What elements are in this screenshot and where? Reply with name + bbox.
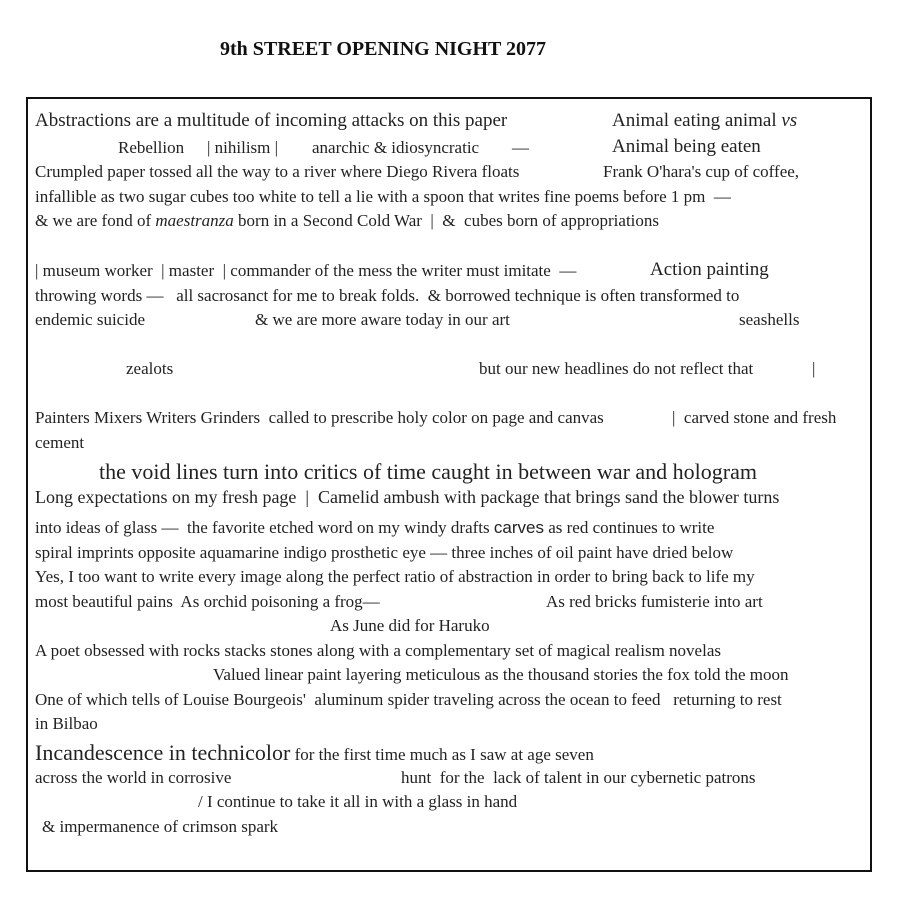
poem-line-8b: & we are more aware today in our art <box>255 310 510 329</box>
poem-line-14: into ideas of glass — the favorite etched word on my windy drafts carves as red continues to write <box>35 518 715 537</box>
poem-line-24b: hunt for the lack of talent in our cybernetic patrons <box>401 768 756 787</box>
poem-line-16: Yes, I too want to write every image along the perfect ratio of abstraction in order to bring back to life my <box>35 567 755 586</box>
poem-line-7: throwing words — all sacrosanct for me to break folds. & borrowed technique is often transformed to <box>35 286 740 305</box>
poem-line-24a: across the world in corrosive <box>35 768 232 787</box>
poem-line-17b: As red bricks fumisterie into art <box>546 592 763 611</box>
poem-line-2c: anarchic & idiosyncratic <box>312 138 480 157</box>
poem-line-2b: | nihilism | <box>207 138 279 157</box>
poem-line-17a: most beautiful pains As orchid poisoning a frog— <box>35 592 380 611</box>
poem-line-1a: Abstractions are a multitude of incoming attacks on this paper <box>35 110 508 131</box>
poem-line-19: A poet obsessed with rocks stacks stones along with a complementary set of magical realism novelas <box>35 641 721 660</box>
poem-line-9c: | <box>812 359 816 378</box>
poem-line-5: & we are fond of maestranza born in a Second Cold War | & cubes born of appropriations <box>35 211 660 230</box>
poem-line-4: infallible as two sugar cubes too white to tell a lie with a spoon that writes fine poems before 1 pm — <box>35 187 731 206</box>
carves-word: carves <box>493 518 544 537</box>
poem-line-11: cement <box>35 433 85 452</box>
poem-line-10a: Painters Mixers Writers Grinders called to prescribe holy color on page and canvas <box>35 408 604 427</box>
poem-line-12: the void lines turn into critics of time caught in between war and hologram <box>99 459 757 484</box>
poem-line-10b: | carved stone and fresh <box>672 408 837 427</box>
incandescence-phrase: Incandescence in technicolor <box>35 740 291 765</box>
poem-line-8c: seashells <box>739 310 800 329</box>
poem-line-2d: — <box>512 138 529 157</box>
poem-line-3b: Frank O'hara's cup of coffee, <box>603 162 800 181</box>
poem-line-13: Long expectations on my fresh page | Camelid ambush with package that brings sand the blower turns <box>35 487 780 507</box>
poem-line-6b: Action painting <box>650 259 769 280</box>
poem-line-2a: Rebellion <box>118 138 185 157</box>
poem-line-25: / I continue to take it all in with a glass in hand <box>198 792 518 811</box>
poem-line-2e: Animal being eaten <box>612 136 761 157</box>
poem-line-6a: | museum worker | master | commander of the mess the writer must imitate — <box>35 261 577 280</box>
page-title: 9th STREET OPENING NIGHT 2077 <box>220 38 547 60</box>
maestranza-italic: maestranza <box>155 211 234 230</box>
poem-line-18: As June did for Haruko <box>330 616 490 635</box>
poem-line-9a: zealots <box>126 359 174 378</box>
poem-line-21: One of which tells of Louise Bourgeois' aluminum spider traveling across the ocean to feed returning to rest <box>35 690 782 709</box>
poem-line-26: & impermanence of crimson spark <box>42 817 279 836</box>
poem-line-9b: but our new headlines do not reflect that <box>479 359 754 378</box>
poem-line-23: Incandescence in technicolor for the first time much as I saw at age seven <box>35 740 594 765</box>
vs-italic: vs <box>781 110 798 131</box>
poem-line-3a: Crumpled paper tossed all the way to a river where Diego Rivera floats <box>35 162 520 181</box>
poem-line-22: in Bilbao <box>35 714 98 733</box>
poem-line-1b: Animal eating animal vs <box>612 110 798 131</box>
poem-line-20: Valued linear paint layering meticulous as the thousand stories the fox told the moon <box>213 665 789 684</box>
poem-line-15: spiral imprints opposite aquamarine indigo prosthetic eye — three inches of oil paint have dried below <box>35 543 734 562</box>
poem-line-8a: endemic suicide <box>35 310 145 329</box>
